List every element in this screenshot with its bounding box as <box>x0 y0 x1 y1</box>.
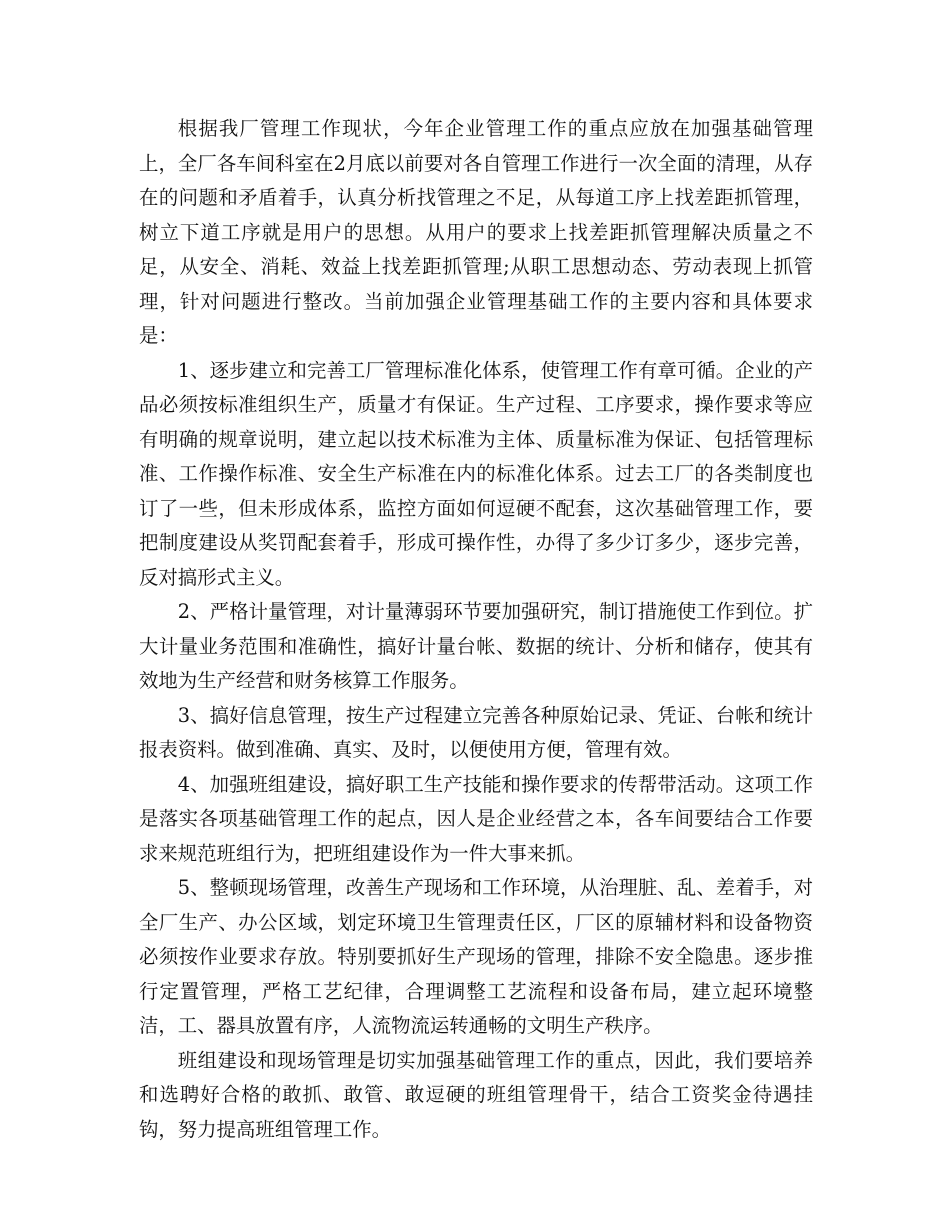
paragraph-item-4: 4、加强班组建设，搞好职工生产技能和操作要求的传帮带活动。这项工作是落实各项基础管理工作的起点，因人是企业经营之本，各车间要结合工作要求来规范班组行为，把班组建设作为一件大事来抓。 <box>139 772 813 865</box>
paragraph-intro: 根据我厂管理工作现状，今年企业管理工作的重点应放在加强基础管理上，全厂各车间科室在2月底以前要对各自管理工作进行一次全面的清理，从存在的问题和矛盾着手，认真分析找管理之不足，从每道工序上找差距抓管理，树立下道工序就是用户的思想。从用户的要求上找差距抓管理解决质量之不足，从安全、消耗、效益上找差距抓管理;从职工思想动态、劳动表现上抓管理，针对问题进行整改。当前加强企业管理基础工作的主要内容和具体要求是： <box>139 117 813 347</box>
document-body <box>139 112 813 1147</box>
paragraph-item-1: 1、逐步建立和完善工厂管理标准化体系，使管理工作有章可循。企业的产品必须按标准组织生产，质量才有保证。生产过程、工序要求，操作要求等应有明确的规章说明，建立起以技术标准为主体、质量标准为保证、包括管理标准、工作操作标准、安全生产标准在内的标准化体系。过去工厂的各类制度也订了一些，但未形成体系，监控方面如何逗硬不配套，这次基础管理工作，要把制度建设从奖罚配套着手，形成可操作性，办得了多少订多少，逐步完善，反对搞形式主义。 <box>139 358 813 589</box>
paragraph-item-2: 2、严格计量管理，对计量薄弱环节要加强研究，制订措施使工作到位。扩大计量业务范围和准确性，搞好计量台帐、数据的统计、分析和储存，使其有效地为生产经营和财务核算工作服务。 <box>139 600 813 692</box>
paragraph-item-3: 3、搞好信息管理，按生产过程建立完善各种原始记录、凭证、台帐和统计报表资料。做到准确、真实、及时，以便使用方便，管理有效。 <box>139 703 813 761</box>
paragraph-conclusion: 班组建设和现场管理是切实加强基础管理工作的重点，因此，我们要培养和选聘好合格的敢抓、敢管、敢逗硬的班组管理骨干，结合工资奖金待遇挂钩，努力提高班组管理工作。 <box>139 1048 813 1141</box>
paragraph-item-5: 5、整顿现场管理，改善生产现场和工作环境，从治理脏、乱、差着手，对全厂生产、办公区域，划定环境卫生管理责任区，厂区的原辅材料和设备物资必须按作业要求存放。特别要抓好生产现场的管理，排除不安全隐患。逐步推行定置管理，严格工艺纪律，合理调整工艺流程和设备布局，建立起环境整洁，工、器具放置有序，人流物流运转通畅的文明生产秩序。 <box>139 876 813 1037</box>
